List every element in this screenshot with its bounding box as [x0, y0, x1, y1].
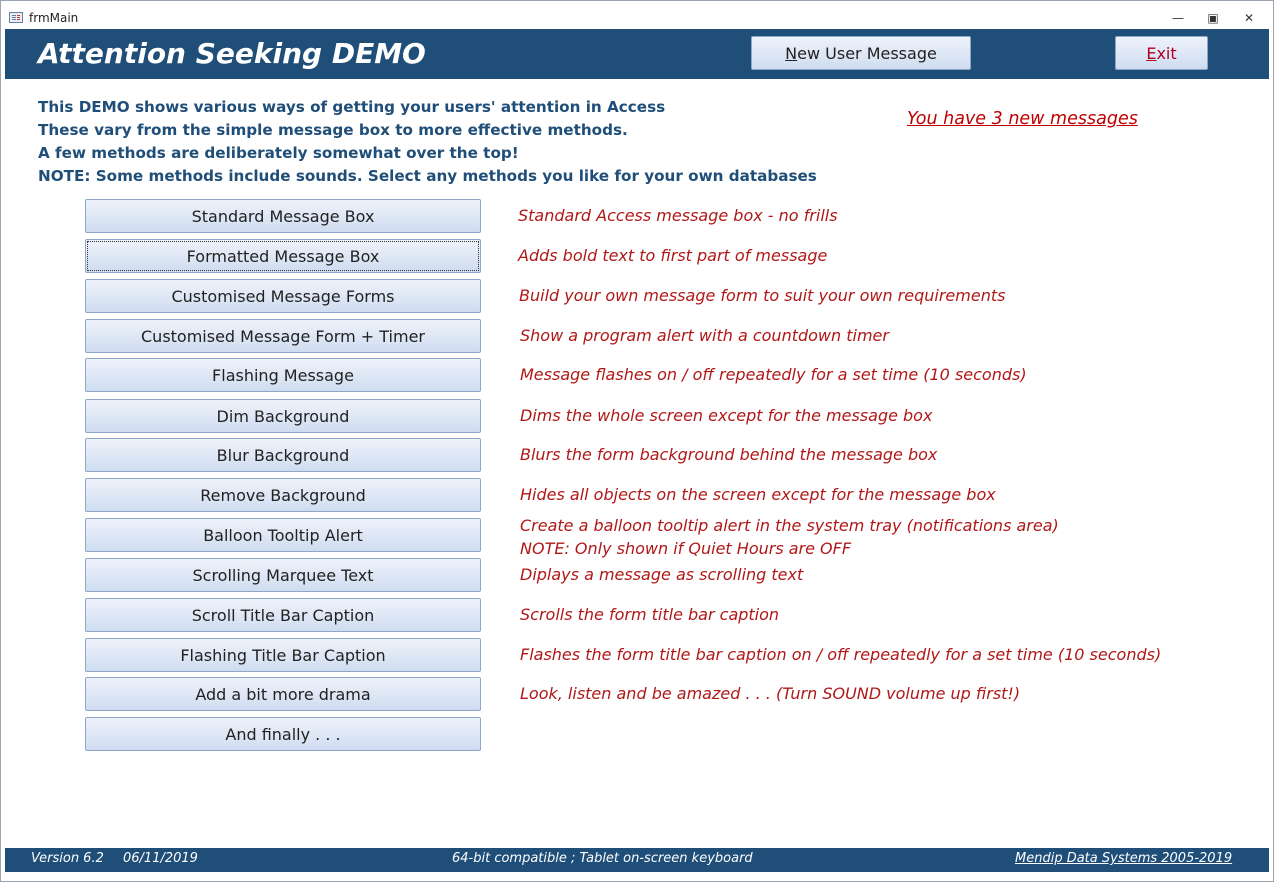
flashing-title-bar-caption-button[interactable]: Flashing Title Bar Caption [85, 638, 481, 672]
restore-icon[interactable]: ▣ [1207, 11, 1219, 25]
version-label: Version 6.2 [31, 851, 104, 866]
blur-background-button[interactable]: Blur Background [85, 438, 481, 472]
new-message-accel: N [785, 44, 798, 63]
app-title: Attention Seeking DEMO [38, 37, 426, 70]
new-message-label: ew User Message [797, 44, 937, 63]
method-description: Adds bold text to first part of message [518, 246, 828, 265]
method-description: Build your own message form to suit your own requirements [519, 286, 1006, 305]
remove-background-button[interactable]: Remove Background [85, 478, 481, 512]
title-bar[interactable] [1, 1, 1273, 29]
new-user-message-button[interactable] [751, 36, 971, 70]
exit-label: xit [1156, 44, 1177, 63]
message-form-timer-button[interactable]: Customised Message Form + Timer [85, 319, 481, 353]
method-description: Create a balloon tooltip alert in the system tray (notifications area) [520, 516, 1059, 535]
method-description: Dims the whole screen except for the message box [520, 406, 933, 425]
intro-text [38, 96, 817, 188]
intro-line: A few methods are deliberately somewhat over the top! [38, 144, 519, 162]
scrolling-marquee-text-button[interactable]: Scrolling Marquee Text [85, 558, 481, 592]
version-date: 06/11/2019 [123, 851, 198, 866]
company-link[interactable]: Mendip Data Systems 2005-2019 [1015, 851, 1233, 866]
exit-accel: E [1146, 44, 1157, 63]
scroll-title-bar-caption-button[interactable]: Scroll Title Bar Caption [85, 598, 481, 632]
formatted-message-box-button[interactable]: Formatted Message Box [85, 239, 481, 273]
dim-background-button[interactable]: Dim Background [85, 399, 481, 433]
compatibility-note: 64-bit compatible ; Tablet on-screen keyboard [452, 851, 753, 866]
method-description: Standard Access message box - no frills [518, 206, 838, 225]
balloon-tooltip-alert-button[interactable]: Balloon Tooltip Alert [85, 518, 481, 552]
method-description: Message flashes on / off repeatedly for a set time (10 seconds) [520, 365, 1027, 384]
window-caption: frmMain [29, 11, 79, 25]
intro-line: This DEMO shows various ways of getting your users' attention in Access [38, 98, 666, 116]
close-icon[interactable]: ✕ [1243, 11, 1255, 25]
footer-bar [5, 848, 1269, 872]
method-description: Blurs the form background behind the message box [520, 445, 938, 464]
and-finally-button[interactable]: And finally . . . [85, 717, 481, 751]
method-description: Look, listen and be amazed . . . (Turn SOUND volume up first!) [520, 684, 1021, 703]
flashing-message-button[interactable]: Flashing Message [85, 358, 481, 392]
header-bar [5, 29, 1269, 79]
intro-line: These vary from the simple message box to more effective methods. [38, 121, 628, 139]
method-description: Flashes the form title bar caption on / off repeatedly for a set time (10 seconds) [520, 645, 1162, 664]
customised-message-forms-button[interactable]: Customised Message Forms [85, 279, 481, 313]
exit-button[interactable] [1115, 36, 1208, 70]
method-description-note: NOTE: Only shown if Quiet Hours are OFF [520, 539, 852, 558]
intro-line: NOTE: Some methods include sounds. Select any methods you like for your own databases [38, 167, 817, 185]
method-description: Hides all objects on the screen except for the message box [520, 485, 996, 504]
add-more-drama-button[interactable]: Add a bit more drama [85, 677, 481, 711]
method-description: Diplays a message as scrolling text [520, 565, 804, 584]
form-icon [9, 12, 23, 23]
minimize-icon[interactable]: — [1172, 11, 1184, 25]
new-messages-link[interactable]: You have 3 new messages [907, 109, 1138, 129]
method-description: Show a program alert with a countdown timer [520, 326, 889, 345]
standard-message-box-button[interactable]: Standard Message Box [85, 199, 481, 233]
method-description: Scrolls the form title bar caption [520, 605, 780, 624]
